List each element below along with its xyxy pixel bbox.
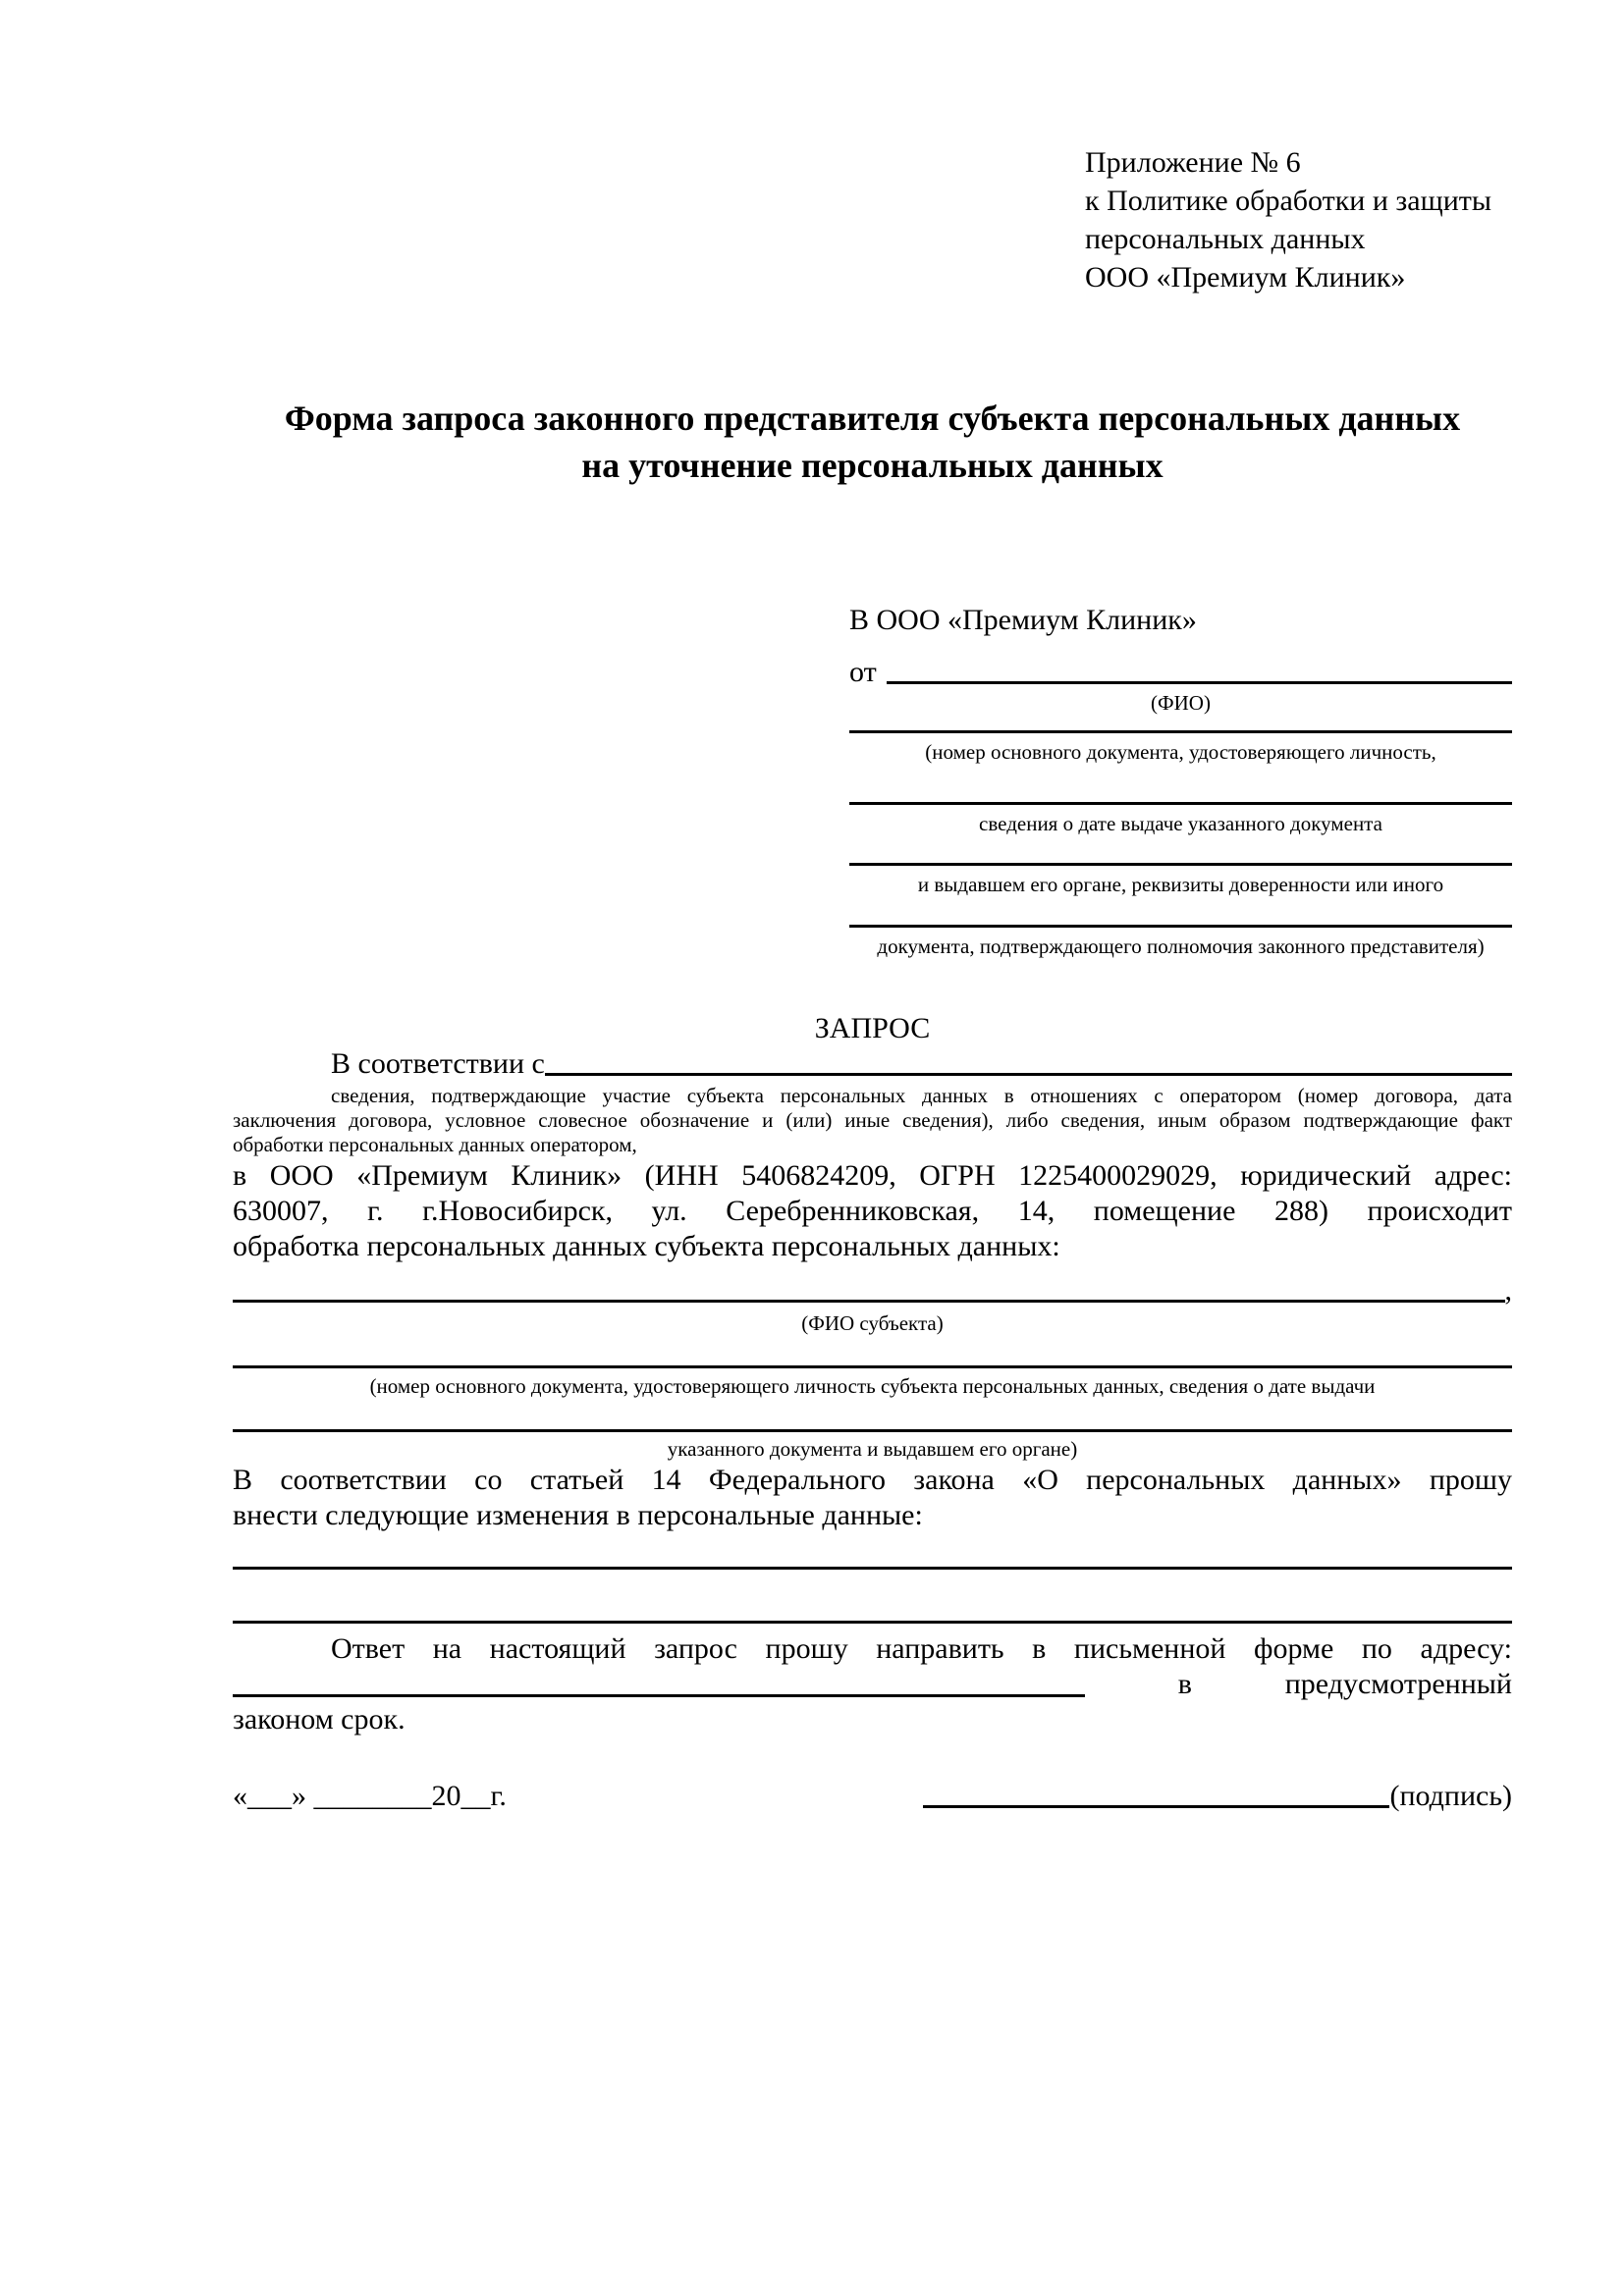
from-field-row — [849, 655, 1512, 689]
annex-line: к Политике обработки и защиты — [1085, 185, 1492, 217]
basis-note-line: сведения, подтверждающие участие субъекта персональных данных в отношениях с оператором (номер договора, дата — [331, 1084, 1512, 1107]
reply-line: законом срок. — [233, 1703, 406, 1735]
request-heading: ЗАПРОС — [814, 1012, 931, 1044]
operator-line: в ООО «Премиум Клиник» (ИНН 5406824209, ОГРН 1225400029029, юридический адрес: — [233, 1159, 1512, 1192]
from-blank-line — [887, 655, 1512, 684]
basis-note — [233, 1084, 1512, 1157]
addressee-block — [849, 601, 1512, 958]
reply-address-row — [233, 1667, 1512, 1702]
operator-line: 630007, г. г.Новосибирск, ул. Серебренниковская, 14, помещение 288) происходит — [233, 1195, 1512, 1227]
blank-caption: (номер основного документа, удостоверяющего личность, — [925, 740, 1436, 764]
annex-line: Приложение № 6 — [1085, 146, 1301, 179]
basis-field-row — [233, 1046, 1512, 1081]
blank-caption: сведения о дате выдаче указанного документа — [979, 812, 1382, 835]
blank-line — [233, 1567, 1512, 1570]
signature-blank-line — [923, 1779, 1389, 1808]
subject-doc-caption: (номер основного документа, удостоверяющего личность субъекта персональных данных, сведения о дате выдачи — [369, 1374, 1376, 1398]
amend-paragraph — [233, 1463, 1512, 1533]
reply-word: предусмотренный — [1284, 1668, 1512, 1700]
reply-paragraph — [233, 1631, 1512, 1737]
subject-fio-row — [233, 1273, 1512, 1308]
reply-address-blank-line — [233, 1667, 1085, 1697]
blank-line — [233, 1365, 1512, 1368]
subject-fio-comma: , — [1504, 1274, 1512, 1307]
operator-paragraph — [233, 1158, 1512, 1264]
reply-line: Ответ на настоящий запрос прошу направить в письменной форме по адресу: — [331, 1632, 1512, 1665]
addressee-organization: В ООО «Премиум Клиник» — [849, 604, 1197, 636]
subject-fio-blank-line — [233, 1273, 1505, 1303]
subject-fio-caption: (ФИО субъекта) — [801, 1311, 944, 1335]
signature-caption: (подпись) — [1389, 1780, 1512, 1812]
basis-note-line: обработки персональных данных оператором, — [233, 1133, 637, 1156]
date-blank: «___» ________20__г. — [233, 1780, 507, 1812]
annex-line: персональных данных — [1085, 223, 1366, 255]
reply-word: в — [1177, 1668, 1192, 1700]
page-title — [233, 395, 1512, 489]
fio-caption: (ФИО) — [1151, 691, 1211, 715]
amend-line: В соответствии со статьей 14 Федерального закона «О персональных данных» прошу — [233, 1464, 1512, 1496]
annex-block — [1085, 143, 1491, 296]
blank-line — [233, 1429, 1512, 1432]
blank-line — [849, 925, 1512, 928]
signature-group — [923, 1779, 1512, 1813]
basis-label: В соответствии с — [331, 1047, 545, 1080]
basis-blank-line — [545, 1046, 1512, 1076]
blank-line — [849, 863, 1512, 866]
blank-caption: документа, подтверждающего полномочия законного представителя) — [877, 934, 1485, 958]
annex-line: ООО «Премиум Клиник» — [1085, 261, 1406, 294]
amend-line: внести следующие изменения в персональные данные: — [233, 1499, 923, 1531]
blank-line — [849, 730, 1512, 733]
subject-doc-caption: указанного документа и выдавшем его органе) — [667, 1437, 1078, 1461]
page-title-line: Форма запроса законного представителя субъекта персональных данных — [284, 399, 1461, 438]
blank-line — [233, 1621, 1512, 1624]
page-title-line: на уточнение персональных данных — [581, 446, 1164, 485]
footer-row — [233, 1779, 1512, 1813]
basis-note-line: заключения договора, условное словесное обозначение и (или) иные сведения), либо сведения, иным образом подтверждающие факт — [233, 1108, 1512, 1132]
from-label: от — [849, 656, 877, 688]
blank-line — [849, 802, 1512, 805]
operator-line: обработка персональных данных субъекта персональных данных: — [233, 1230, 1060, 1262]
blank-caption: и выдавшем его органе, реквизиты доверенности или иного — [917, 873, 1444, 896]
